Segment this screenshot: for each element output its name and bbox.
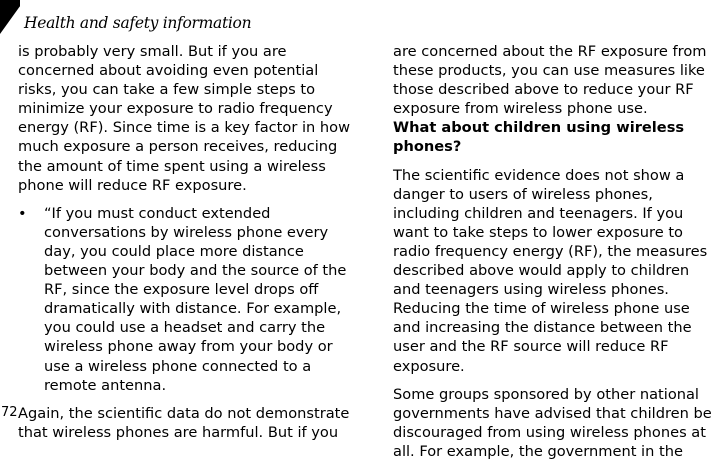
paragraph: Again, the scientific data do not demonstrate that wireless phones are harmful. But if you: [18, 404, 350, 441]
paragraph: The scientific evidence does not show a danger to users of wireless phones, including children and teenagers. If you want to take steps to lower exposure to radio frequency energy (RF), the measures described above would apply to children and teenagers using wireless phones. Reducing the time of wireless phone use and increasing the distance between the user and the RF source will reduce RF exposure.: [393, 166, 708, 375]
page-number: 72: [1, 405, 18, 420]
header-title: Health and safety information: [24, 14, 252, 32]
left-column: [18, 42, 353, 442]
header-bar: [0, 0, 20, 34]
paragraph: Some groups sponsored by other national governments have advised that children be discouraged from using wireless phones at all. For example, the government in the: [393, 385, 712, 460]
bullet-item: [18, 204, 353, 395]
paragraph: is probably very small. But if you are concerned about avoiding even potential risks, you can take a few simple steps to minimize your exposure to radio frequency energy (RF). Since time is a key factor in how much exposure a person receives, reducing the amount of time spent using a wireless phone will reduce RF exposure.: [18, 43, 351, 194]
bullet-text: “If you must conduct extended conversations by wireless phone every day, you could place more distance between your body and the source of the RF, since the exposure level drops off dramatically with distance. For example, you could use a headset and carry the wireless phone away from your body or use a wireless phone connected to a remote antenna.: [44, 204, 347, 394]
bullet-mark: •: [18, 204, 27, 222]
section-heading: What about children using wireless phones?: [393, 119, 685, 156]
right-column: [393, 42, 719, 461]
paragraph: are concerned about the RF exposure from these products, you can use measures like those described above to reduce your RF exposure from wireless phone use.: [393, 43, 707, 118]
